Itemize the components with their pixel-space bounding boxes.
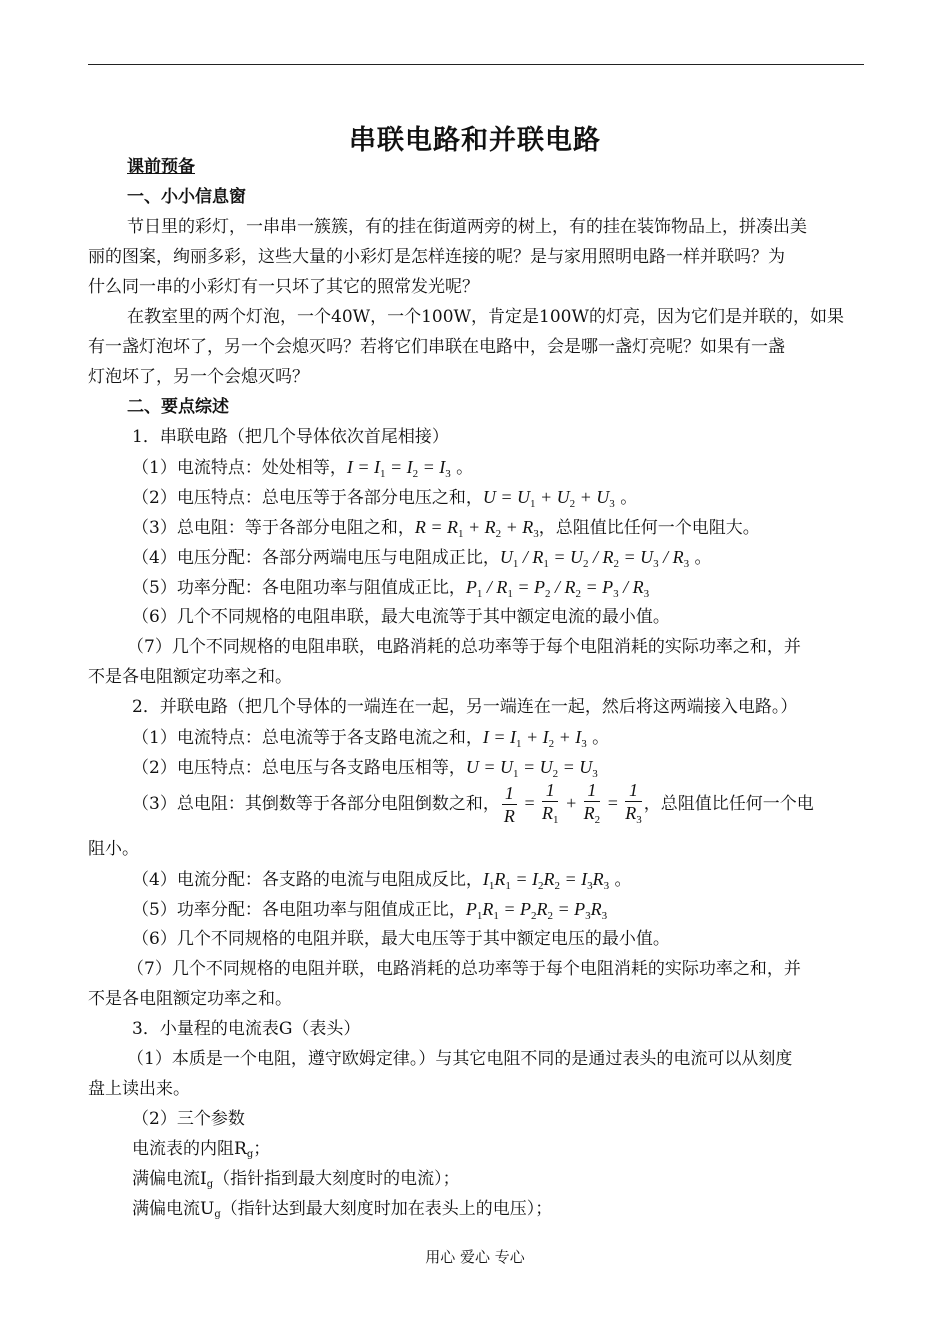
parallel-max-voltage: （6）几个不同规格的电阻并联，最大电压等于其中额定电压的最小值。 [132, 929, 670, 949]
galvanometer-nature-2: 盘上读出来。 [88, 1079, 190, 1099]
series-voltage-division: （4）电压分配：各部分两端电压与电阻成正比，$U_1 / R_1 = U_2 / R_2 = U_3 / R_3$ 。 [132, 547, 712, 570]
parallel-current-formula: $I = I_1 + I_2 + I_3$ [482, 727, 587, 750]
parallel-division-formula: $I_1R_1 = I_2R_2 = I_3R_3$ [482, 869, 610, 892]
parallel-power-formula: $P_1R_1 = P_2R_2 = P_3R_3$ [465, 899, 608, 922]
para2-line2: 有一盏灯泡坏了，另一个会熄灭吗？若将它们串联在电路中，会是哪一盏灯亮呢？如果有一盏 [88, 337, 785, 357]
parallel-current: （1）电流特点：总电流等于各支路电流之和，$I = I_1 + I_2 + I_3$ 。 [132, 727, 610, 750]
para2-line1: 在教室里的两个灯泡，一个40W，一个100W，肯定是100W的灯亮，因为它们是并联的，如果 [127, 307, 844, 327]
series-power-division: （5）功率分配：各电阻功率与阻值成正比，$P_1 / R_1 = P_2 / R_2 = P_3 / R_3$ [132, 577, 650, 600]
parallel-total-power-1: （7）几个不同规格的电阻并联，电路消耗的总功率等于每个电阻消耗的实际功率之和，并 [127, 959, 801, 979]
parallel-heading: 2．并联电路（把几个导体的一端连在一起，另一端连在一起，然后将这两端接入电路。） [132, 697, 798, 717]
para1-line2: 丽的图案，绚丽多彩，这些大量的小彩灯是怎样连接的呢？是与家用照明电路一样并联吗？为 [88, 247, 785, 267]
series-current: （1）电流特点：处处相等，$I = I_1 = I_2 = I_3$ 。 [132, 457, 474, 480]
series-total-power-2: 不是各电阻额定功率之和。 [88, 667, 292, 687]
parallel-resistance-end: 阻小。 [88, 839, 139, 859]
section-pre: 课前预备 [127, 157, 195, 177]
heading-info: 一、小小信息窗 [127, 187, 246, 207]
galvanometer-nature-1: （1）本质是一个电阻，遵守欧姆定律。）与其它电阻不同的是通过表头的电流可以从刻度 [127, 1049, 793, 1069]
parallel-voltage-formula: $U = U_1 = U_2 = U_3$ [465, 757, 598, 780]
series-resistance: （3）总电阻：等于各部分电阻之和，$R = R_1 + R_2 + R_3$，总阻值比任何一个电阻大。 [132, 517, 760, 540]
para2-line3: 灯泡坏了，另一个会熄灭吗？ [88, 367, 309, 387]
series-power-formula: $P_1 / R_1 = P_2 / R_2 = P_3 / R_3$ [465, 577, 650, 600]
param-full-scale-voltage: 满偏电流Ug（指针达到最大刻度时加在表头上的电压）； [132, 1199, 553, 1220]
series-division-formula: $U_1 / R_1 = U_2 / R_2 = U_3 / R_3$ [499, 547, 690, 570]
galvanometer-heading: 3．小量程的电流表G（表头） [132, 1019, 361, 1039]
page-title: 串联电路和并联电路 [349, 125, 601, 156]
parallel-voltage: （2）电压特点：总电压与各支路电压相等，$U = U_1 = U_2 = U_3$ [132, 757, 598, 780]
series-resistance-formula: $R = R_1 + R_2 + R_3$ [414, 517, 539, 540]
series-max-current: （6）几个不同规格的电阻串联，最大电流等于其中额定电流的最小值。 [132, 607, 670, 627]
series-voltage: （2）电压特点：总电压等于各部分电压之和，$U = U_1 + U_2 + U_3$ 。 [132, 487, 638, 510]
parallel-total-power-2: 不是各电阻额定功率之和。 [88, 989, 292, 1009]
series-total-power-1: （7）几个不同规格的电阻串联，电路消耗的总功率等于每个电阻消耗的实际功率之和，并 [127, 637, 801, 657]
series-current-formula: $I = I_1 = I_2 = I_3$ [346, 457, 451, 480]
para1-line1: 节日里的彩灯，一串串一簇簇，有的挂在街道两旁的树上，有的挂在装饰物品上，拼凑出美 [127, 217, 807, 237]
parallel-power-division: （5）功率分配：各电阻功率与阻值成正比，$P_1R_1 = P_2R_2 = P_3R_3$ [132, 899, 608, 922]
param-resistance: 电流表的内阻Rg； [132, 1139, 271, 1160]
parallel-current-division: （4）电流分配：各支路的电流与电阻成反比，$I_1R_1 = I_2R_2 = I_3R_3$ 。 [132, 869, 632, 892]
para1-line3: 什么同一串的小彩灯有一只坏了其它的照常发光呢？ [88, 277, 479, 297]
param-full-scale-current: 满偏电流Ig（指针指到最大刻度时的电流）； [132, 1169, 460, 1190]
series-heading: 1．串联电路（把几个导体依次首尾相接） [132, 427, 449, 447]
parallel-resistance: （3）总电阻：其倒数等于各部分电阻倒数之和， $\frac{1}{R}$ = $\frac{1}{R_1}$ + $\frac{1}{R_2}$ = $\frac{1}{R_3}$ ，总阻值比任何一个电 [132, 779, 814, 827]
series-voltage-formula: $U = U_1 + U_2 + U_3$ [482, 487, 615, 510]
heading-summary: 二、要点综述 [127, 397, 229, 417]
header-rule [88, 64, 864, 65]
page-footer: 用心 爱心 专心 [425, 1248, 525, 1266]
galvanometer-params: （2）三个参数 [132, 1109, 245, 1129]
parallel-resistance-formula: $\frac{1}{R}$ = $\frac{1}{R_1}$ + $\frac{1}{R_2}$ = $\frac{1}{R_3}$ [503, 779, 642, 827]
